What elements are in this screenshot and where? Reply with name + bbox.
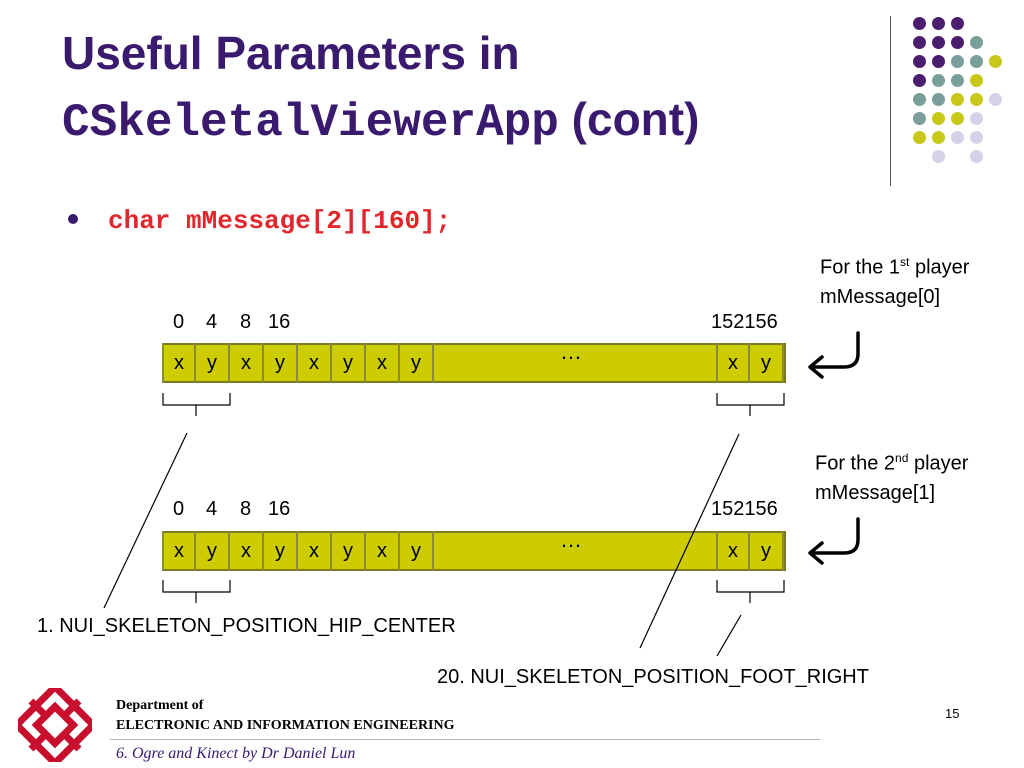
array2-cell: y <box>400 531 434 571</box>
array1-index-16: 16 <box>268 311 291 333</box>
player2-note-array: mMessage[1] <box>815 481 936 504</box>
array2-index-4: 4 <box>206 498 218 520</box>
array1-cell: x <box>230 343 264 383</box>
array2-end-cell: x <box>716 531 750 571</box>
array2-end-cell: y <box>750 531 784 571</box>
array2-cell: x <box>162 531 196 571</box>
array1-cell: y <box>196 343 230 383</box>
callout-foot-right: 20. NUI_SKELETON_POSITION_FOOT_RIGHT <box>437 666 869 688</box>
slide-page-number: 15 <box>945 706 960 721</box>
array2-ellipsis: … <box>560 527 582 552</box>
player1-note-sup: st <box>900 255 910 269</box>
footer-department-line1: Department of <box>116 698 204 713</box>
brace-array1-first <box>163 393 230 416</box>
array1-cell: y <box>332 343 366 383</box>
university-logo-icon <box>18 688 92 762</box>
player1-note-array: mMessage[0] <box>820 285 941 308</box>
bullet-code-text: char mMessage[2][160]; <box>108 206 452 236</box>
array2-end-index: 152156 <box>711 498 778 520</box>
array2-cell: x <box>366 531 400 571</box>
array1-index-4: 4 <box>206 311 218 333</box>
footer-course-title: 6. Ogre and Kinect by Dr Daniel Lun <box>116 745 356 762</box>
array1-cell: x <box>366 343 400 383</box>
array2-cell: x <box>230 531 264 571</box>
brace-array2-first <box>163 580 230 603</box>
array1-index-8: 8 <box>240 311 252 333</box>
array1-ellipsis: … <box>560 339 582 364</box>
array1-cell: x <box>298 343 332 383</box>
callout-hip-center: 1. NUI_SKELETON_POSITION_HIP_CENTER <box>37 615 456 637</box>
player2-note-sup: nd <box>895 451 909 465</box>
array2-index-16: 16 <box>268 498 291 520</box>
array1-end-cell: y <box>750 343 784 383</box>
connector-foot-right-2 <box>717 615 741 656</box>
player1-note-suffix: player <box>909 256 970 279</box>
title-suffix: (cont) <box>571 93 700 145</box>
connector-foot-right-1 <box>640 434 739 648</box>
array2-cell: y <box>332 531 366 571</box>
array2-index-8: 8 <box>240 498 252 520</box>
connector-hip-center <box>104 433 187 608</box>
brace-array2-last <box>717 580 784 603</box>
footer-divider <box>110 739 820 740</box>
player2-note-suffix: player <box>908 452 969 475</box>
brace-array1-last <box>717 393 784 416</box>
player1-note-prefix: For the 1 <box>820 256 901 279</box>
array1-cell: y <box>400 343 434 383</box>
footer-department-line2: ELECTRONIC AND INFORMATION ENGINEERING <box>116 718 455 733</box>
array1-index-0: 0 <box>173 311 185 333</box>
slide-title-line1: Useful Parameters in <box>62 27 520 79</box>
title-class-name: CSkeletalViewerApp <box>62 97 559 149</box>
array2-cell: y <box>196 531 230 571</box>
array2-cell: y <box>264 531 298 571</box>
array1-end-cell: x <box>716 343 750 383</box>
array1-cell: x <box>162 343 196 383</box>
player2-note-prefix: For the 2 <box>815 452 896 475</box>
array1-cell: y <box>264 343 298 383</box>
array2-index-0: 0 <box>173 498 185 520</box>
array2-cell: x <box>298 531 332 571</box>
array1-end-index: 152156 <box>711 311 778 333</box>
